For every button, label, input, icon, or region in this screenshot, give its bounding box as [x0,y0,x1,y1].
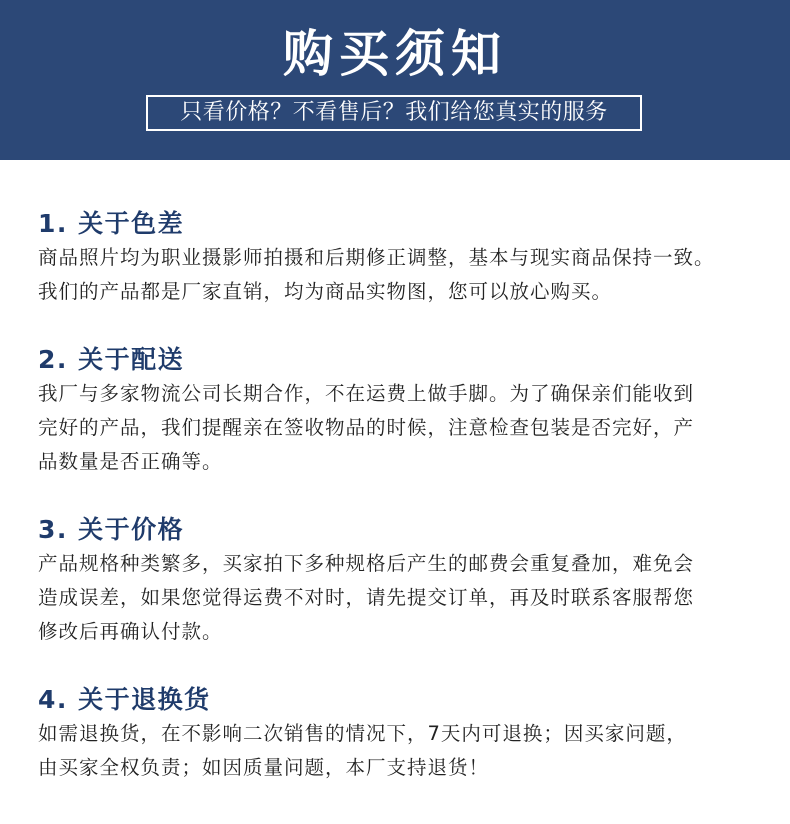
section-heading: 4. 关于退换货 [38,685,211,714]
section-shipping [38,343,768,479]
section-color-difference [38,207,768,309]
section-text-line: 商品照片均为职业摄影师拍摄和后期修正调整，基本与现实商品保持一致。 [38,246,715,269]
section-text-line: 如需退换货，在不影响二次销售的情况下，7天内可退换；因买家问题， [38,722,687,745]
section-heading: 1. 关于色差 [38,209,185,238]
page-title: 购买须知 [283,25,507,83]
section-text-line: 修改后再确认付款。 [38,620,223,643]
subtitle-box: 只看价格？不看售后？我们给您真实的服务 [146,95,642,131]
section-text-line: 产品规格种类繁多，买家拍下多种规格后产生的邮费会重复叠加，难免会 [38,552,695,575]
section-text-line: 造成误差，如果您觉得运费不对时，请先提交订单，再及时联系客服帮您 [38,586,695,609]
section-text-line: 品数量是否正确等。 [38,450,223,473]
header-banner [0,0,790,160]
section-returns [38,683,768,785]
section-heading: 2. 关于配送 [38,345,185,374]
section-text-line: 由买家全权负责；如因质量问题，本厂支持退货！ [38,756,490,779]
section-heading: 3. 关于价格 [38,515,185,544]
section-text-line: 完好的产品，我们提醒亲在签收物品的时候，注意检查包装是否完好，产 [38,416,695,439]
section-text-line: 我们的产品都是厂家直销，均为商品实物图，您可以放心购买。 [38,280,613,303]
section-price [38,513,768,649]
section-text-line: 我厂与多家物流公司长期合作，不在运费上做手脚。为了确保亲们能收到 [38,382,695,405]
